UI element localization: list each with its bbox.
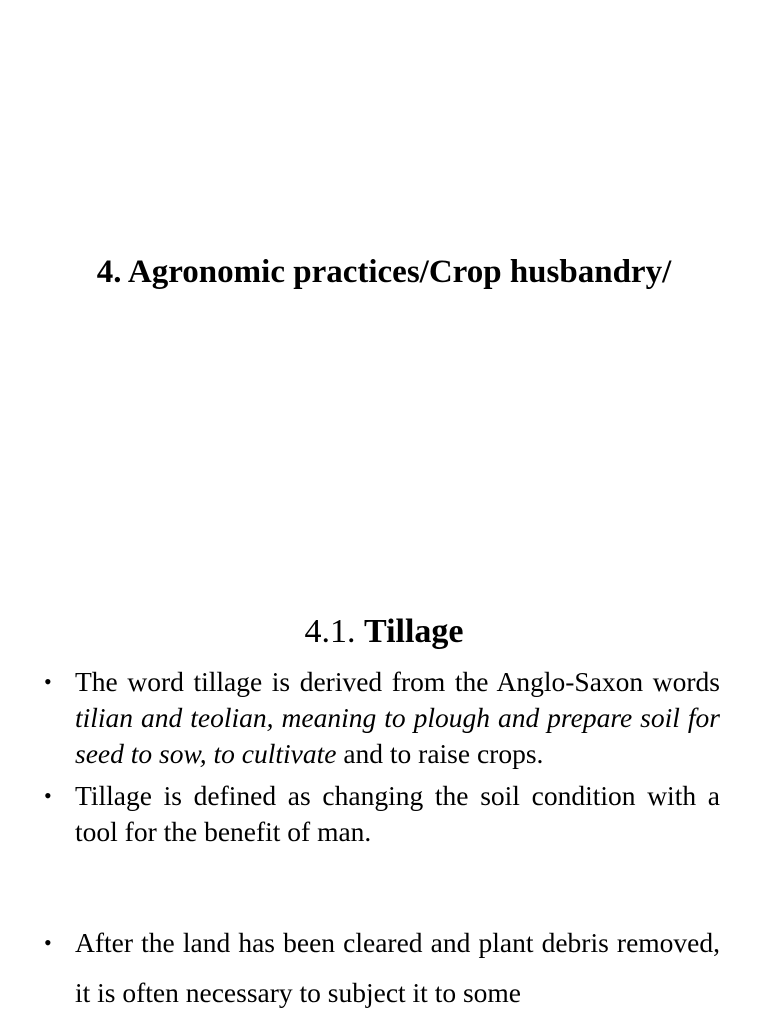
list-item — [0, 664, 720, 772]
list-item — [0, 778, 720, 850]
tillage-slide — [0, 560, 768, 1024]
bullet-icon: • — [44, 930, 52, 955]
section-number: 4.1. — [304, 613, 364, 650]
list-item — [0, 918, 720, 1018]
chapter-title: 4. Agronomic practices/Crop husbandry/ — [96, 254, 672, 290]
bullet-text: The word tillage is derived from the Anglo-Saxon words — [75, 666, 720, 697]
bullet-icon: • — [44, 669, 52, 694]
bullet-text: Tillage is defined as changing the soil condition with a tool for the benefit of man. — [75, 780, 720, 847]
section-title: Tillage — [364, 613, 464, 650]
section-heading — [0, 610, 768, 654]
bullet-text: and to raise crops. — [336, 738, 544, 769]
bullet-text: After the land has been cleared and plant debris removed, it is often necessary to subject it to some — [75, 927, 720, 1008]
bullet-italic-text: tilian and teolian, meaning to plough and prepare soil for seed to sow, to cultivate — [75, 702, 720, 769]
bullet-list — [0, 664, 768, 1018]
bullet-icon: • — [44, 783, 52, 808]
